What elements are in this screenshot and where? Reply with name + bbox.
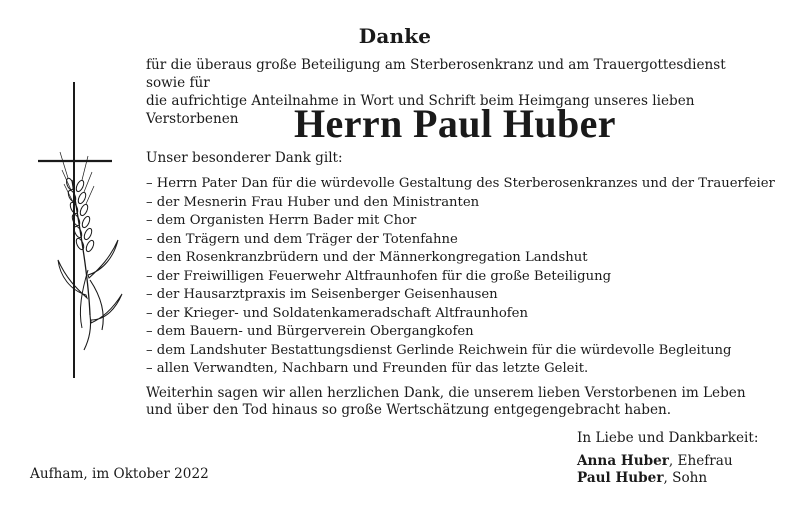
list-item: – den Rosenkranzbrüdern und der Männerkongregation Landshut — [146, 250, 588, 265]
signer — [577, 470, 758, 487]
list-item: – allen Verwandten, Nachbarn und Freunden für das letzte Geleit. — [146, 361, 589, 376]
deceased-name: Herrn Paul Huber — [294, 101, 616, 146]
signer-name: Anna Huber — [577, 453, 669, 469]
thanks-list — [146, 175, 775, 379]
list-item: – der Freiwilligen Feuerwehr Altfraunhofen für die große Beteiligung — [146, 268, 612, 284]
signer-role: , Sohn — [663, 470, 708, 486]
signer-role: , Ehefrau — [668, 453, 733, 469]
notice-heading: Danke — [358, 24, 432, 48]
list-item: – der Hausarztpraxis im Seisenberger Geisenhausen — [146, 287, 498, 302]
signoff-greeting: In Liebe und Dankbarkeit: — [577, 430, 759, 446]
list-item: – den Trägern und dem Träger der Totenfahne — [146, 231, 458, 247]
list-item: – der Krieger- und Soldatenkameradschaft Altfraunhofen — [146, 305, 528, 321]
closing-line: und über den Tod hinaus so große Wertschätzung entgegengebracht haben. — [146, 402, 672, 418]
list-item: – dem Landshuter Bestattungsdienst Gerlinde Reichwein für die würdevolle Begleitung — [146, 342, 732, 358]
list-item: – Herrn Pater Dan für die würdevolle Gestaltung des Sterberosenkranzes und der Trauerfeier — [146, 176, 775, 191]
signer-name: Paul Huber — [577, 470, 664, 486]
place-date: Aufham, im Oktober 2022 — [30, 466, 209, 482]
intro-line: die aufrichtige Anteilnahme in Wort und Schrift beim Heimgang unseres lieben Verstorbenen — [146, 93, 695, 127]
thanks-subhead: Unser besonderer Dank gilt: — [146, 150, 343, 166]
list-item: – dem Organisten Herrn Bader mit Chor — [146, 213, 417, 228]
signer — [577, 453, 758, 470]
list-item: – dem Bauern- und Bürgerverein Obergangkofen — [146, 324, 474, 339]
intro-line: für die überaus große Beteiligung am Sterberosenkranz und am Trauergottesdienst sowie für — [146, 57, 726, 91]
closing-line: Weiterhin sagen wir allen herzlichen Dank, die unserem lieben Verstorbenen im Leben — [146, 385, 746, 401]
list-item: – der Mesnerin Frau Huber und den Ministranten — [146, 194, 480, 210]
closing-text — [146, 385, 746, 419]
signoff — [577, 430, 758, 487]
